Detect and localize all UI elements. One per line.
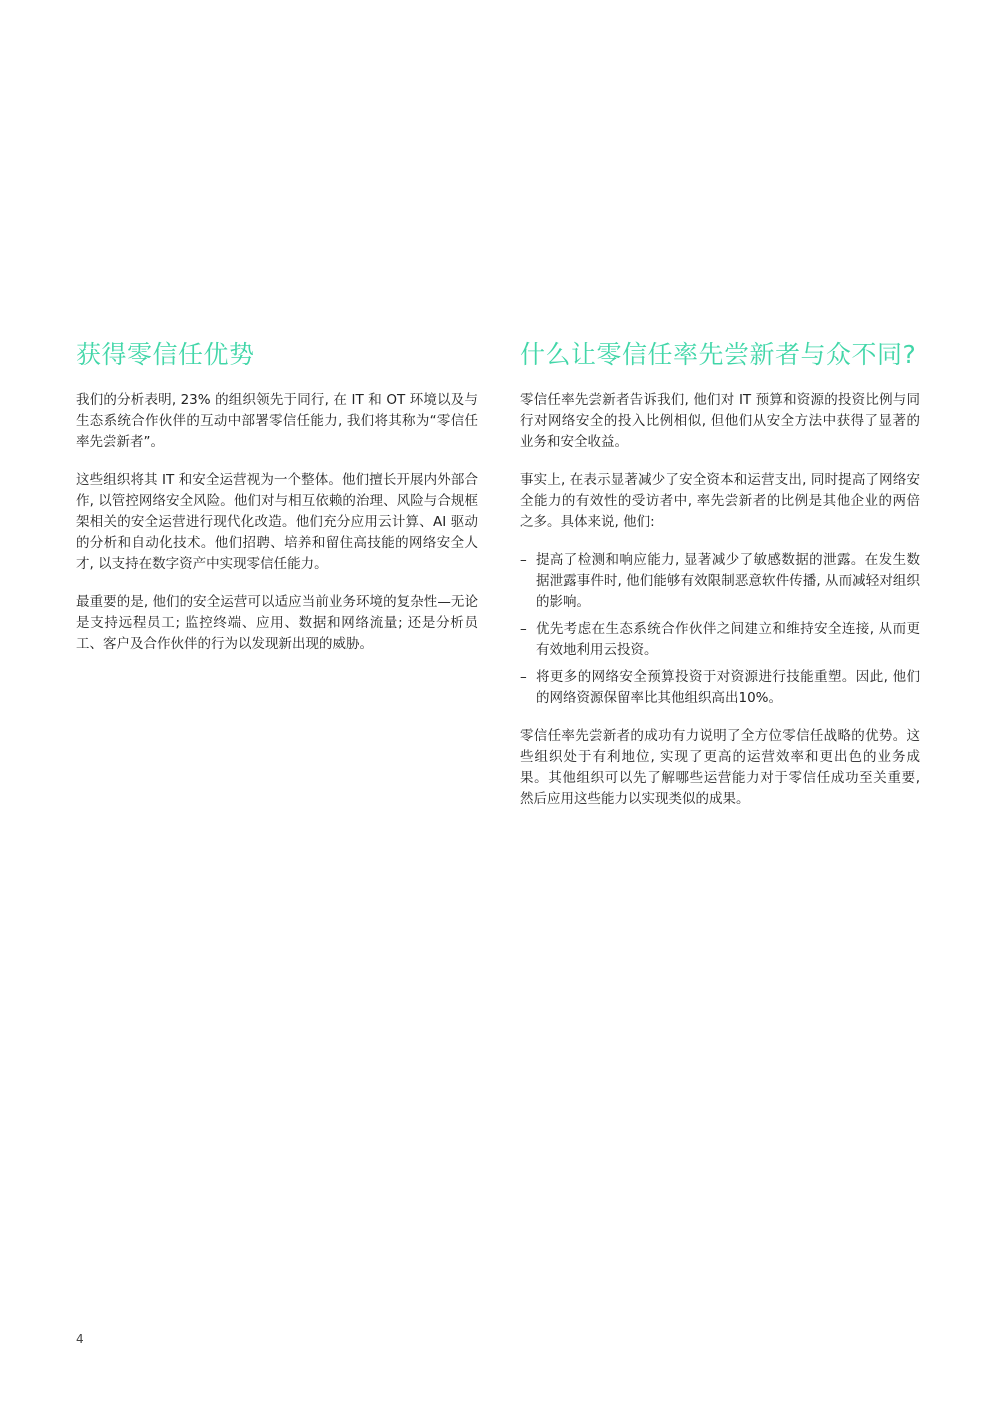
bullet-item-3: – 将更多的网络安全预算投资于对资源进行技能重塑。因此, 他们的网络资源保留率比其他组织高出10%。 <box>520 667 920 709</box>
right-paragraph-2: 事实上, 在表示显著减少了安全资本和运营支出, 同时提高了网络安全能力的有效性的受访者中, 率先尝新者的比例是其他企业的两倍之多。具体来说, 他们: <box>520 472 920 530</box>
left-column <box>76 338 478 672</box>
left-paragraph-1: 我们的分析表明, 23% 的组织领先于同行, 在 IT 和 OT 环境以及与生态系统合作伙伴的互动中部署零信任能力, 我们将其称为“零信任率先尝新者”。 <box>76 392 478 450</box>
bullet-item-2: – 优先考虑在生态系统合作伙伴之间建立和维持安全连接, 从而更有效地利用云投资。 <box>520 619 920 661</box>
right-section-title: 什么让零信任率先尝新者与众不同? <box>520 340 917 369</box>
right-column <box>520 338 920 827</box>
bullet-list <box>520 550 920 709</box>
page-number: 4 <box>76 1332 84 1346</box>
left-paragraph-3: 最重要的是, 他们的安全运营可以适应当前业务环境的复杂性—无论是支持远程员工; 监控终端、应用、数据和网络流量; 还是分析员工、客户及合作伙伴的行为以发现新出现的威胁。 <box>76 594 478 652</box>
right-paragraph-1: 零信任率先尝新者告诉我们, 他们对 IT 预算和资源的投资比例与同行对网络安全的投入比例相似, 但他们从安全方法中获得了显著的业务和安全收益。 <box>520 392 920 450</box>
bullet-item-1: – 提高了检测和响应能力, 显著减少了敏感数据的泄露。在发生数据泄露事件时, 他们能够有效限制恶意软件传播, 从而减轻对组织的影响。 <box>520 550 920 613</box>
left-paragraph-2: 这些组织将其 IT 和安全运营视为一个整体。他们擅长开展内外部合作, 以管控网络安全风险。他们对与相互依赖的治理、风险与合规框架相关的安全运营进行现代化改造。他们充分应用云计算、AI 驱动的分析和自动化技术。他们招聘、培养和留住高技能的网络安全人才, 以支持在数字资产中实现零信任能力。 <box>76 472 478 572</box>
left-section-title: 获得零信任优势 <box>76 340 255 369</box>
right-paragraph-3: 零信任率先尝新者的成功有力说明了全方位零信任战略的优势。这些组织处于有利地位, 实现了更高的运营效率和更出色的业务成果。其他组织可以先了解哪些运营能力对于零信任成功至关重要, 然后应用这些能力以实现类似的成果。 <box>520 728 920 807</box>
